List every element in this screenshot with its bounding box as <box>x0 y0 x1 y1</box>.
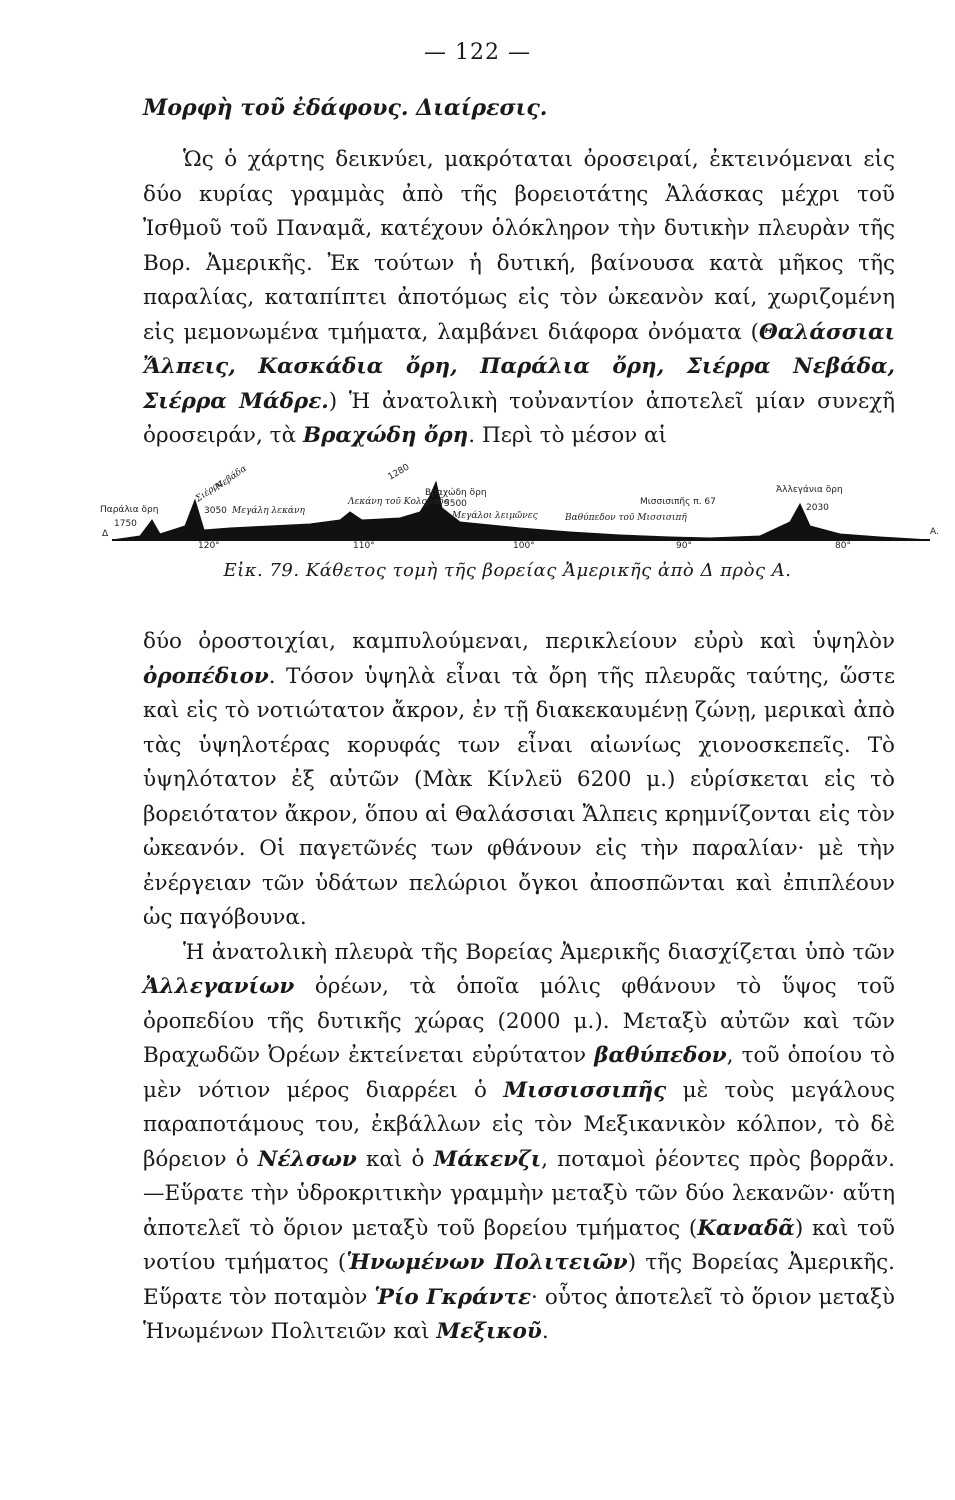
bold-run: Καναδᾶ <box>697 1215 795 1241</box>
deg-100: 100° <box>513 541 535 550</box>
text-run: δύο ὀροστοιχίαι, καμπυλούμεναι, περικλείουν εὐρὺ καὶ ὑψηλὸν <box>143 629 895 654</box>
bold-run: Βραχώδη ὄρη <box>302 423 469 448</box>
label-lekani-kolorado: Λεκάνη τοῦ Κολοράδο <box>348 497 450 507</box>
text-run: , ποταμοὶ ῥέοντες πρὸς βορρᾶν.—Εὕρατε τὴν ὑδροκριτικὴν γραμμὴν μεταξὺ τῶν δύο λεκανῶν· αὕτη ἀποτελεῖ τὸ ὅριον μεταξὺ τοῦ βορείου τμήματος ( <box>143 1146 895 1241</box>
section-heading: Μορφὴ τοῦ ἐδάφους. Διαίρεσις. <box>143 95 548 121</box>
page-number: — 122 — <box>424 40 531 65</box>
label-vrachodi-height: 5500 <box>444 499 467 509</box>
text-run: ὀρέων, τὰ ὁποῖα μόλις φθάνουν τὸ ὕψος τοῦ ὀροπεδίου τῆς δυτικῆς χώρας (2000 μ.). Μεταξὺ αὐτῶν καὶ τῶν Βραχωδῶν Ὀρέων ἐκτείνεται εὐρύτατον <box>143 974 895 1068</box>
bold-run: βαθύπεδον <box>594 1043 727 1068</box>
paragraph-1 <box>143 143 895 454</box>
bold-run: Ῥίο Γκράντε <box>374 1284 532 1310</box>
label-allegania: Ἀλλεγάνια ὄρη <box>776 485 843 495</box>
cross-section-figure <box>100 460 940 550</box>
bold-run: Ἡνωμένων Πολιτειῶν <box>346 1250 628 1275</box>
bold-run: Μεξικοῦ <box>436 1319 542 1344</box>
label-h1750: 1750 <box>114 519 137 529</box>
paragraph-2 <box>143 625 895 1350</box>
text-run: καὶ ὁ <box>356 1146 434 1172</box>
label-h3050: 3050 <box>204 506 227 516</box>
figure-caption: Εἰκ. 79. Κάθετος τομὴ τῆς βορείας Ἀμερικῆς ἀπὸ Δ πρὸς Α. <box>223 560 792 581</box>
text-run: ) Ἡ ἀνατολικὴ τοὐναντίον ἀποτελεῖ μίαν συνεχῆ ὀροσειράν, τὰ <box>143 388 895 448</box>
deg-120: 120° <box>198 541 220 550</box>
bold-run: Νέλσων <box>257 1146 357 1172</box>
text-run: . Περὶ τὸ μέσον αἱ <box>468 423 667 448</box>
label-vathypedon: Βαθύπεδον τοῦ Μισσισιπῆ <box>565 513 687 523</box>
text-run: Ἡ ἀνατολικὴ πλευρὰ τῆς Βορείας Ἀμερικῆς διασχίζεται ὑπὸ τῶν <box>183 939 895 965</box>
bold-run: Μάκενζι <box>433 1146 542 1172</box>
deg-110: 110° <box>353 541 375 550</box>
bold-run: Θαλάσσιαι Ἄλπεις, Κασκάδια ὄρη, Παράλια ὄρη, Σιέρρα Νεβάδα, Σιέρρα Μάδρε. <box>143 319 895 414</box>
label-nevada: Νεβάδα <box>213 463 249 493</box>
bold-run: ὀροπέδιον <box>143 663 269 689</box>
label-megaloi-leimones: Μεγάλοι λειμῶνες <box>452 511 538 521</box>
label-vrachodi: Βραχώδη ὄρη <box>425 488 487 498</box>
bold-run: Μισσισσιπῆς <box>503 1077 667 1103</box>
deg-90: 90° <box>676 541 692 550</box>
deg-80: 80° <box>835 541 851 550</box>
label-h1280: 1280 <box>386 462 412 483</box>
marker-east: Α. <box>930 527 940 537</box>
label-megali-lekani: Μεγάλη λεκάνη <box>232 506 305 516</box>
marker-west: Δ <box>102 529 109 539</box>
text-run: . <box>541 1319 549 1344</box>
text-run: ) τῆς Βορείας Ἀμερικῆς. Εὕρατε τὸν ποταμὸν <box>143 1250 896 1310</box>
label-allegania-height: 2030 <box>806 503 829 513</box>
text-run: · οὗτος ἀποτελεῖ τὸ ὅριον μεταξὺ Ἡνωμένων Πολιτειῶν καὶ <box>143 1284 895 1344</box>
text-run: Ὡς ὁ χάρτης δεικνύει, μακρόταται ὀροσειραί, ἐκτεινόμεναι εἰς δύο κυρίας γραμμὰς ἀπὸ τῆς βορειοτάτης Ἀλάσκας μέχρι τοῦ Ἰσθμοῦ τοῦ Παναμᾶ, κατέχουν ὁλόκληρον τὴν δυτικὴν πλευρὰν τῆς Βορ. Ἀμερικῆς. Ἐκ τούτων ἡ δυτική, βαίνουσα κατὰ μῆκος τῆς παραλίας, καταπίπτει ἀποτόμως εἰς τὸν ὠκεανὸν καί, χωριζομένη εἰς μεμονωμένα τμήματα, λαμβάνει διάφορα ὀνόματα ( <box>143 147 895 345</box>
text-run: μὲ τοὺς μεγάλους παραποτάμους του, ἐκβάλλων εἰς τὸν Μεξικανικὸν κόλπον, τὸ δὲ βόρειον ὁ <box>143 1077 895 1172</box>
text-run: . Τόσον ὑψηλὰ εἶναι τὰ ὄρη τῆς πλευρᾶς ταύτης, ὥστε καὶ εἰς τὸ νοτιώτατον ἄκρον, ἐν τῇ διακεκαυμένῃ ζώνῃ, μερικαὶ ἀπὸ τὰς ὑψηλοτέρας κορυφάς των εἶναι αἰωνίως χιονοσκεπεῖς. Τὸ ὑψηλότατον ἐξ αὐτῶν (Μὰκ Κίνλεϋ 6200 μ.) εὑρίσκεται εἰς τὸ βορειότατον ἄκρον, ὅπου αἱ Θαλάσσιαι Ἄλπεις κρημνίζονται εἰς τὸν ὠκεανόν. Οἱ παγετῶνές των φθάνουν εἰς τὴν παραλίαν· μὲ τὴν ἐνέργειαν τῶν ὑδάτων πελώριοι ὄγκοι ἀποσπῶνται καὶ ἐπιπλέουν ὡς παγόβουνα. <box>143 663 895 930</box>
label-sierra: Σιέρρα <box>193 478 226 505</box>
cross-section-profile <box>100 460 940 550</box>
text-run: , τοῦ ὁποίου τὸ μὲν νότιον μέρος διαρρέει ὁ <box>143 1043 895 1103</box>
bold-run: Ἀλλεγανίων <box>143 974 295 999</box>
text-run: ) καὶ τοῦ νοτίου τμήματος ( <box>143 1215 895 1275</box>
label-mississippi-p: Μισσισιπῆς π. 67 <box>640 497 716 507</box>
label-paralia: Παράλια ὄρη <box>100 505 159 515</box>
